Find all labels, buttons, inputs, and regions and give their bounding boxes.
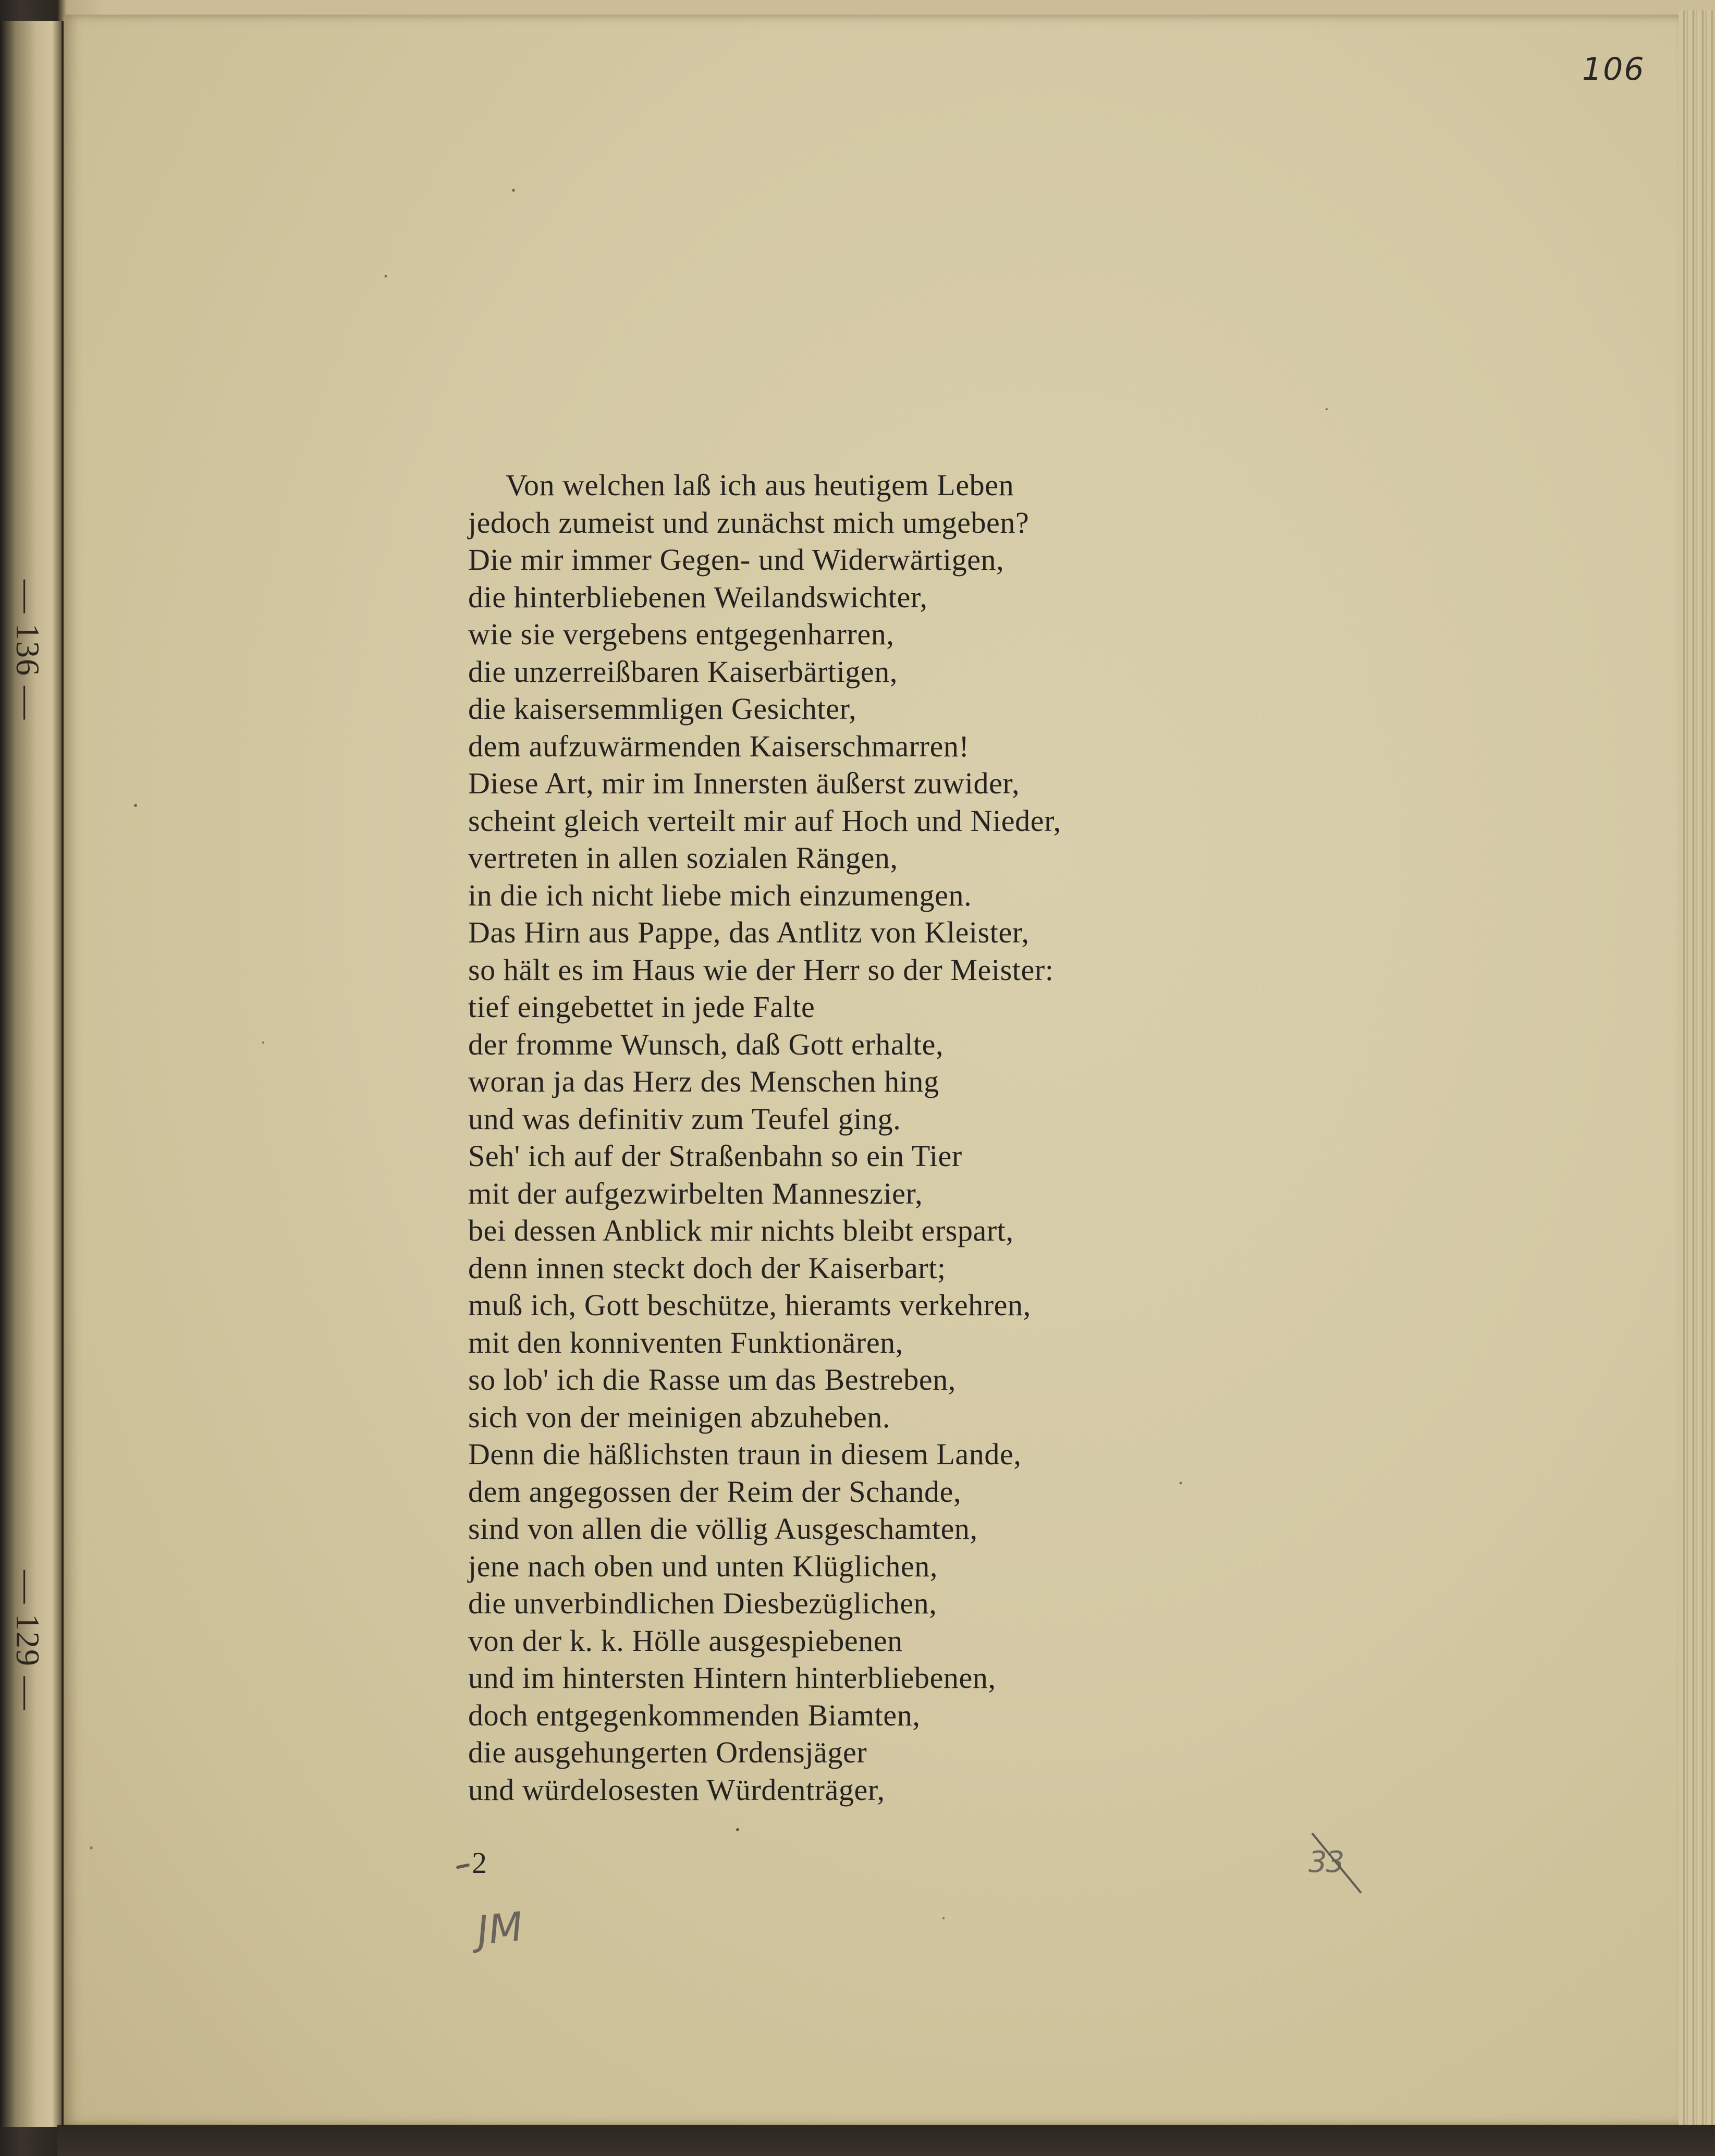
poem-line: der fromme Wunsch, daß Gott erhalte, [468,1027,944,1061]
poem-line: dem aufzuwärmenden Kaiserschmarren! [468,729,970,763]
poem-line: Die mir immer Gegen- und Widerwärtigen, [468,543,1005,577]
poem-line: vertreten in allen sozialen Rängen, [468,841,898,875]
poem-line: muß ich, Gott beschütze, hieramts verkehren, [468,1288,1031,1322]
poem-line: Von welchen laß ich aus heutigem Leben [506,468,1014,502]
signature-mark [456,1845,487,1880]
poem-line: dem angegossen der Reim der Schande, [468,1474,962,1509]
poem-line: und würdelosesten Würdenträger, [468,1772,885,1807]
poem-line: wie sie vergebens entgegenharren, [468,617,895,651]
poem-text [468,467,1250,1808]
poem-line: Seh' ich auf der Straßenbahn so ein Tier [468,1139,962,1173]
poem-line: sind von allen die völlig Ausgeschamten, [468,1512,978,1546]
strike-through-mark [1308,1830,1371,1897]
pencil-initials: JM [474,1903,525,1954]
poem-line: in die ich nicht liebe mich einzumengen. [468,878,972,912]
poem-line: so hält es im Haus wie der Herr so der Meister: [468,952,1054,987]
margin-page-number-bottom: — 129 — [9,1570,46,1711]
poem-line: die hinterbliebenen Weilandswichter, [468,580,928,614]
crossed-out-number [1308,1845,1371,1882]
poem-line: Denn die häßlichsten traun in diesem Lande, [468,1437,1022,1471]
poem-line: tief eingebettet in jede Falte [468,990,815,1024]
poem-line: Das Hirn aus Pappe, das Antlitz von Kleister, [468,915,1030,949]
poem-line: die unverbindlichen Diesbezüglichen, [468,1586,937,1620]
poem-line: bei dessen Anblick mir nichts bleibt erspart, [468,1214,1014,1247]
margin-page-number-top: — 136 — [9,580,46,720]
poem-line: Diese Art, mir im Innersten äußerst zuwider, [468,766,1020,800]
poem-line: scheint gleich verteilt mir auf Hoch und Nieder, [468,803,1061,838]
poem-line: und was definitiv zum Teufel ging. [468,1101,901,1136]
page-stack-edge [1679,10,1715,2137]
previous-page-edge [0,21,64,2127]
poem-line: von der k. k. Hölle ausgespiebenen [468,1623,903,1658]
poem-line: jedoch zumeist und zunächst mich umgeben? [468,505,1030,540]
poem-line: doch entgegenkommenden Biamten, [468,1698,921,1732]
poem-line: mit den konniventen Funktionären, [468,1325,903,1359]
pencil-dash-mark [456,1863,470,1869]
poem-line: woran ja das Herz des Menschen hing [468,1064,939,1098]
poem-line: die ausgehungerten Ordensjäger [468,1735,867,1769]
signature-number: 2 [472,1846,487,1880]
poem-line: so lob' ich die Rasse um das Bestreben, [468,1363,956,1396]
poem-line: jene nach oben und unten Klüglichen, [468,1549,938,1583]
poem-line: sich von der meinigen abzuheben. [468,1400,890,1434]
crossed-out-number-text: 33 [1308,1845,1344,1879]
poem-line: und im hintersten Hintern hinterbliebenen, [468,1661,996,1695]
poem-line: denn innen steckt doch der Kaiserbart; [468,1251,946,1285]
handwritten-page-number: 106 [1582,51,1645,88]
scan-bottom-border [57,2125,1715,2156]
poem-line: mit der aufgezwirbelten Manneszier, [468,1176,923,1210]
poem-line: die unzerreißbaren Kaiserbärtigen, [468,654,898,689]
poem-line: die kaisersemmligen Gesichter, [468,692,857,726]
